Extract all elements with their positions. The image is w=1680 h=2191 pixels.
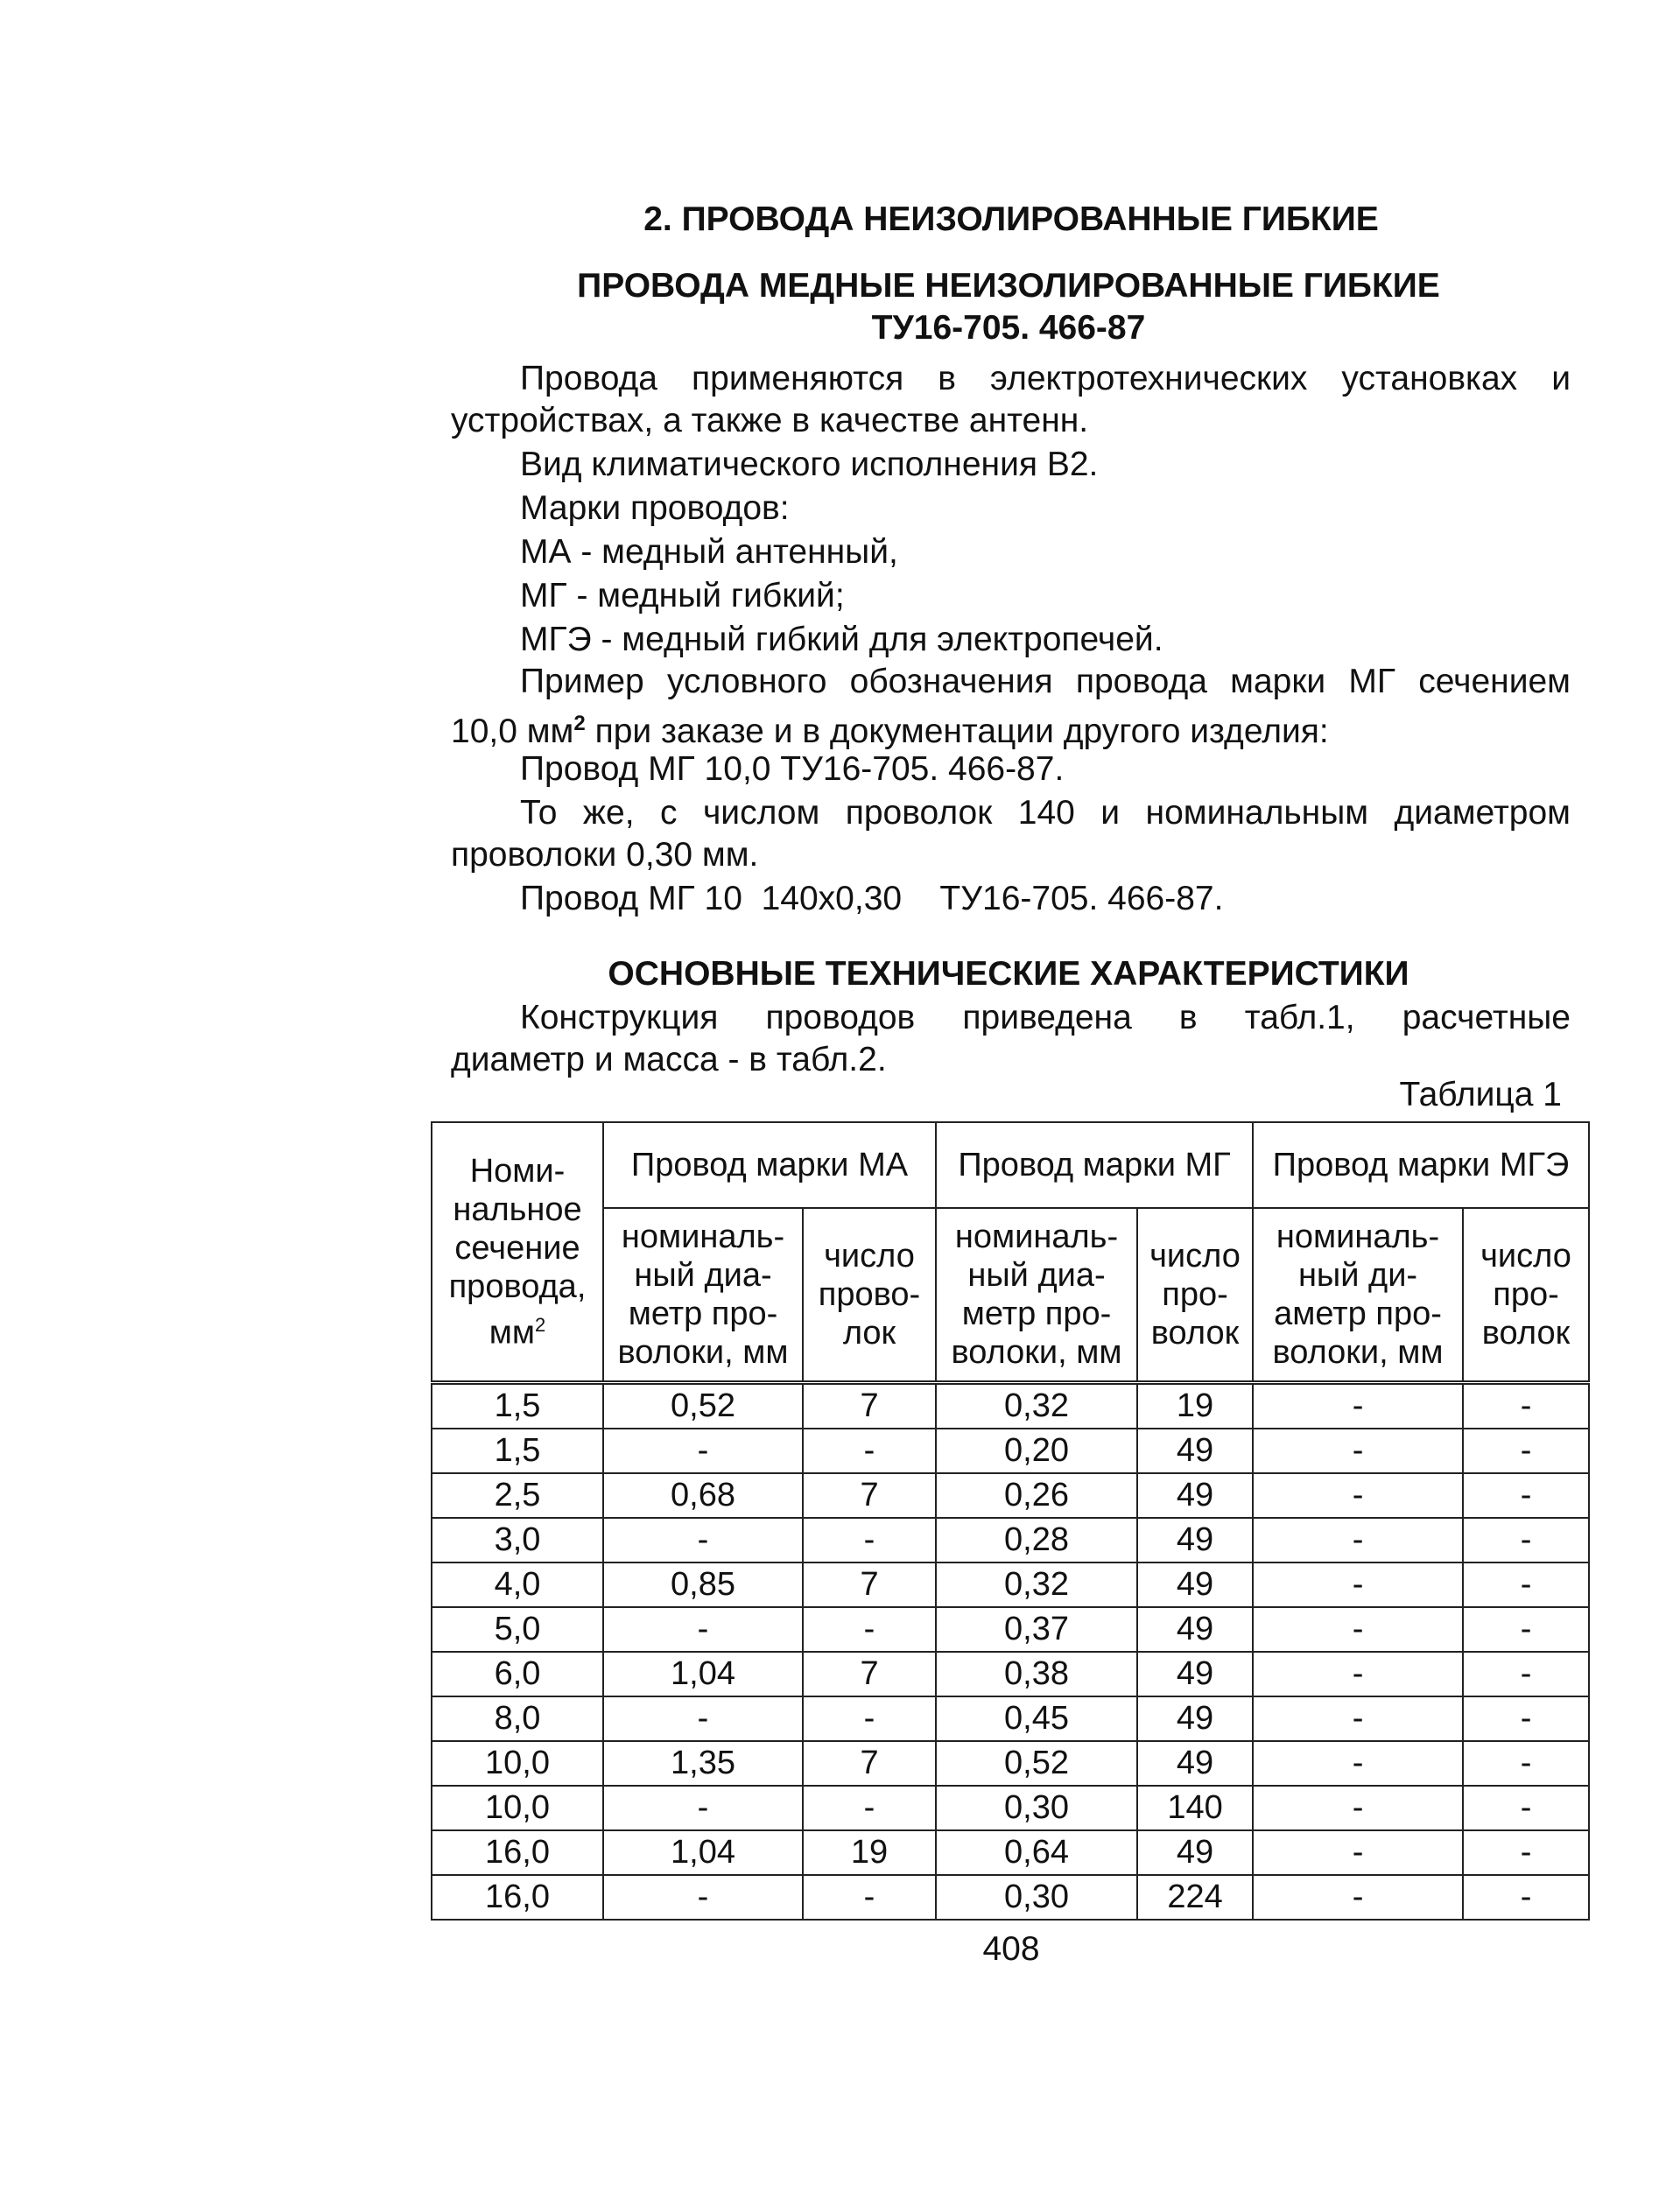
- paragraph-climate: Вид климатического исполнения В2.: [520, 446, 1099, 483]
- cell-count-mg: 140: [1137, 1786, 1253, 1830]
- cell-count-mg: 224: [1137, 1875, 1253, 1920]
- cell-diameter-mge: -: [1253, 1429, 1463, 1473]
- header-nominal-section-text: Номи-нальное сечение провода, мм: [448, 1152, 587, 1352]
- cell-count-ma: 7: [803, 1741, 936, 1786]
- cell-count-mg: 49: [1137, 1607, 1253, 1652]
- tech-text-line1: Конструкция проводов приведена в табл.1, расчетные: [520, 999, 1571, 1036]
- cell-count-mge: -: [1463, 1473, 1589, 1518]
- table-header-row: [432, 1122, 1589, 1208]
- paragraph-usage-line2: устройствах, а также в качестве антенн.: [451, 402, 1089, 439]
- cell-count-mge: -: [1463, 1429, 1589, 1473]
- subheader-count-ma: число прово-лок: [803, 1208, 936, 1383]
- cell-count-ma: -: [803, 1696, 936, 1741]
- cell-diameter-mg: 0,26: [936, 1473, 1137, 1518]
- cell-diameter-mge: -: [1253, 1696, 1463, 1741]
- table-row: [432, 1696, 1589, 1741]
- cell-diameter-ma: -: [603, 1607, 803, 1652]
- cell-diameter-mg: 0,32: [936, 1383, 1137, 1429]
- cell-section: 16,0: [432, 1830, 603, 1875]
- example-section-rest: при заказе и в документации другого изделия:: [585, 713, 1329, 750]
- subsection-title: ПРОВОДА МЕДНЫЕ НЕИЗОЛИРОВАННЫЕ ГИБКИЕ: [577, 267, 1440, 305]
- tech-text-line2: диаметр и масса - в табл.2.: [451, 1041, 887, 1078]
- cell-diameter-ma: -: [603, 1429, 803, 1473]
- subheader-diameter-mg: номиналь-ный диа-метр про-волоки, мм: [936, 1208, 1137, 1383]
- brand-mg: МГ - медный гибкий;: [520, 577, 845, 614]
- cell-count-mg: 49: [1137, 1741, 1253, 1786]
- table-row: [432, 1562, 1589, 1607]
- cell-section: 8,0: [432, 1696, 603, 1741]
- table-row: [432, 1429, 1589, 1473]
- cell-section: 6,0: [432, 1652, 603, 1696]
- cell-count-mge: -: [1463, 1741, 1589, 1786]
- table-row: [432, 1786, 1589, 1830]
- cell-diameter-mge: -: [1253, 1518, 1463, 1562]
- paragraph-example-line2: [451, 704, 1329, 752]
- square-superscript: 2: [573, 712, 586, 735]
- header-square-superscript: 2: [535, 1313, 546, 1336]
- cell-count-mge: -: [1463, 1383, 1589, 1429]
- cell-count-mge: -: [1463, 1875, 1589, 1920]
- cell-section: 4,0: [432, 1562, 603, 1607]
- cell-diameter-ma: 0,52: [603, 1383, 803, 1429]
- cell-section: 1,5: [432, 1429, 603, 1473]
- paragraph-same-line1: То же, с числом проволок 140 и номинальным диаметром: [520, 794, 1571, 832]
- cell-diameter-mge: -: [1253, 1652, 1463, 1696]
- cell-count-ma: 7: [803, 1562, 936, 1607]
- paragraph-example-line1: Пример условного обозначения провода марки МГ сечением: [520, 663, 1571, 700]
- cell-diameter-mg: 0,52: [936, 1741, 1137, 1786]
- cell-count-mge: -: [1463, 1696, 1589, 1741]
- cell-diameter-mge: -: [1253, 1786, 1463, 1830]
- cell-count-mg: 49: [1137, 1518, 1253, 1562]
- cell-count-ma: 7: [803, 1473, 936, 1518]
- standard-designation: ТУ16-705. 466-87: [871, 309, 1146, 347]
- cell-count-ma: -: [803, 1786, 936, 1830]
- table-row: [432, 1383, 1589, 1429]
- brand-mge: МГЭ - медный гибкий для электропечей.: [520, 621, 1163, 658]
- cell-diameter-ma: 1,35: [603, 1741, 803, 1786]
- cell-count-ma: 7: [803, 1652, 936, 1696]
- cell-count-mge: -: [1463, 1562, 1589, 1607]
- cell-count-mg: 49: [1137, 1429, 1253, 1473]
- table-row: [432, 1518, 1589, 1562]
- cell-diameter-mg: 0,64: [936, 1830, 1137, 1875]
- cell-diameter-mg: 0,38: [936, 1652, 1137, 1696]
- cell-diameter-mge: -: [1253, 1383, 1463, 1429]
- cell-count-mge: -: [1463, 1786, 1589, 1830]
- section-title: 2. ПРОВОДА НЕИЗОЛИРОВАННЫЕ ГИБКИЕ: [643, 200, 1379, 238]
- cell-diameter-mg: 0,28: [936, 1518, 1137, 1562]
- cell-count-mg: 49: [1137, 1830, 1253, 1875]
- cell-count-mge: -: [1463, 1518, 1589, 1562]
- cell-diameter-mg: 0,20: [936, 1429, 1137, 1473]
- cell-count-mge: -: [1463, 1830, 1589, 1875]
- tech-characteristics-title: ОСНОВНЫЕ ТЕХНИЧЕСКИЕ ХАРАКТЕРИСТИКИ: [608, 955, 1409, 993]
- cell-section: 5,0: [432, 1607, 603, 1652]
- cell-diameter-mg: 0,30: [936, 1875, 1137, 1920]
- table-row: [432, 1741, 1589, 1786]
- paragraph-usage-line1: Провода применяются в электротехнических установках и: [520, 360, 1571, 397]
- cell-diameter-mge: -: [1253, 1741, 1463, 1786]
- example-section-value: 10,0 мм: [451, 713, 574, 750]
- header-group-ma: Провод марки МА: [603, 1122, 936, 1208]
- cell-diameter-mge: -: [1253, 1875, 1463, 1920]
- cell-count-mg: 49: [1137, 1652, 1253, 1696]
- table-row: [432, 1473, 1589, 1518]
- cell-section: 10,0: [432, 1741, 603, 1786]
- cell-count-mg: 49: [1137, 1696, 1253, 1741]
- cell-diameter-mge: -: [1253, 1473, 1463, 1518]
- cell-count-mge: -: [1463, 1607, 1589, 1652]
- paragraph-same-line2: проволоки 0,30 мм.: [451, 836, 759, 874]
- cell-diameter-ma: -: [603, 1518, 803, 1562]
- table-subheader-row: [432, 1208, 1589, 1383]
- cell-count-mg: 49: [1137, 1473, 1253, 1518]
- cell-count-ma: 7: [803, 1383, 936, 1429]
- cell-diameter-mg: 0,32: [936, 1562, 1137, 1607]
- cell-section: 16,0: [432, 1875, 603, 1920]
- cell-diameter-mg: 0,30: [936, 1786, 1137, 1830]
- header-group-mg: Провод марки МГ: [936, 1122, 1253, 1208]
- cell-count-ma: -: [803, 1429, 936, 1473]
- cell-count-mg: 19: [1137, 1383, 1253, 1429]
- cell-diameter-ma: 1,04: [603, 1652, 803, 1696]
- cell-count-mg: 49: [1137, 1562, 1253, 1607]
- table-row: [432, 1875, 1589, 1920]
- cell-diameter-ma: 0,68: [603, 1473, 803, 1518]
- cell-diameter-mg: 0,37: [936, 1607, 1137, 1652]
- cell-count-mge: -: [1463, 1652, 1589, 1696]
- cell-diameter-mge: -: [1253, 1607, 1463, 1652]
- cell-diameter-mge: -: [1253, 1562, 1463, 1607]
- header-group-mge: Провод марки МГЭ: [1253, 1122, 1589, 1208]
- paragraph-brands-heading: Марки проводов:: [520, 489, 790, 527]
- cell-diameter-ma: -: [603, 1786, 803, 1830]
- subheader-diameter-mge: номиналь-ный ди-аметр про-волоки, мм: [1253, 1208, 1463, 1383]
- table-row: [432, 1652, 1589, 1696]
- cell-diameter-ma: 0,85: [603, 1562, 803, 1607]
- table-row: [432, 1607, 1589, 1652]
- table-row: [432, 1830, 1589, 1875]
- cell-diameter-ma: -: [603, 1696, 803, 1741]
- cell-diameter-ma: 1,04: [603, 1830, 803, 1875]
- cell-count-ma: 19: [803, 1830, 936, 1875]
- subheader-diameter-ma: номиналь-ный диа-метр про-волоки, мм: [603, 1208, 803, 1383]
- wire-construction-table: [431, 1121, 1590, 1921]
- table-caption: Таблица 1: [1399, 1076, 1562, 1113]
- subheader-count-mge: число про-волок: [1463, 1208, 1589, 1383]
- cell-diameter-mge: -: [1253, 1830, 1463, 1875]
- header-nominal-section: [432, 1122, 603, 1383]
- page-number: 408: [982, 1930, 1040, 1968]
- brand-ma: МА - медный антенный,: [520, 533, 898, 571]
- cell-section: 1,5: [432, 1383, 603, 1429]
- cell-count-ma: -: [803, 1875, 936, 1920]
- cell-count-ma: -: [803, 1607, 936, 1652]
- cell-section: 2,5: [432, 1473, 603, 1518]
- cell-section: 10,0: [432, 1786, 603, 1830]
- cell-diameter-mg: 0,45: [936, 1696, 1137, 1741]
- cell-diameter-ma: -: [603, 1875, 803, 1920]
- cell-section: 3,0: [432, 1518, 603, 1562]
- example-designation-2: Провод МГ 10 140х0,30 ТУ16-705. 466-87.: [520, 880, 1224, 917]
- cell-count-ma: -: [803, 1518, 936, 1562]
- subheader-count-mg: число про-волок: [1137, 1208, 1253, 1383]
- example-designation-1: Провод МГ 10,0 ТУ16-705. 466-87.: [520, 750, 1065, 788]
